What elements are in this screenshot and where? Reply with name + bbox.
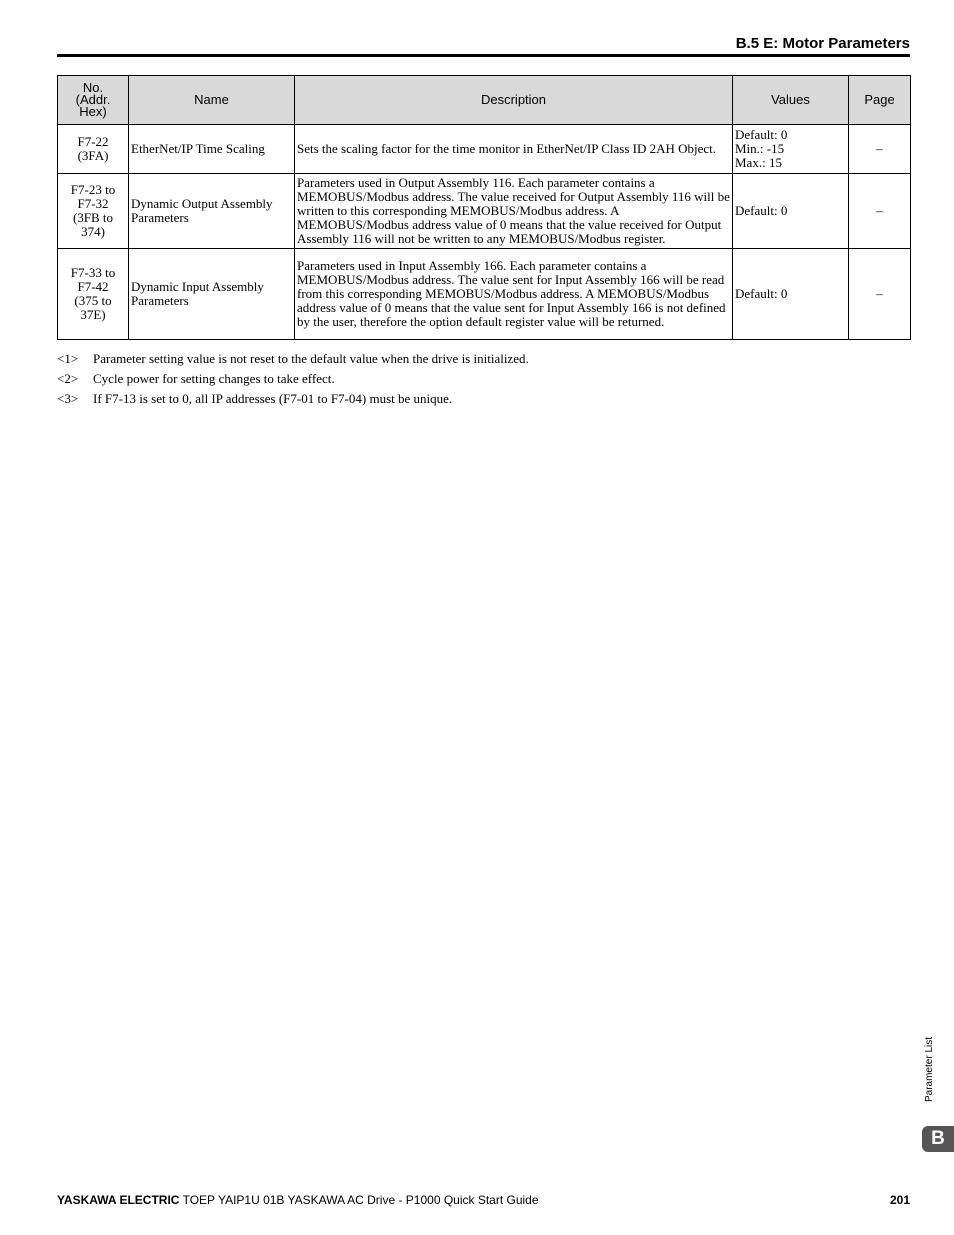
param-name: Dynamic Output Assembly Parameters [129, 174, 295, 249]
table-row [58, 249, 911, 340]
footnote-text: Parameter setting value is not reset to the default value when the drive is initialized. [93, 351, 529, 366]
param-description: Sets the scaling factor for the time monitor in EtherNet/IP Class ID 2AH Object. [295, 125, 733, 174]
param-page: – [849, 249, 911, 340]
footer-doc-info [57, 1193, 539, 1207]
footnote-text: If F7-13 is set to 0, all IP addresses (F7-01 to F7-04) must be unique. [93, 391, 453, 406]
col-header-page: Page [849, 76, 911, 125]
param-values: Default: 0 [733, 249, 849, 340]
page-footer [57, 1193, 910, 1207]
param-description: Parameters used in Input Assembly 166. Each parameter contains a MEMOBUS/Modbus address. The value sent for Input Assembly 166 will be read from this corresponding MEMOBUS/Modbus address. A MEMOBUS/Modbus address value of 0 means that the value sent for Input Assembly 166 is not defined by the user, therefore the option default register value will be returned. [295, 249, 733, 340]
param-values: Default: 0 Min.: -15 Max.: 15 [733, 125, 849, 174]
col-header-description: Description [295, 76, 733, 125]
param-number: F7-22 (3FA) [58, 125, 129, 174]
section-tab-b: B [922, 1126, 954, 1152]
param-page: – [849, 174, 911, 249]
col-header-no: No. (Addr. Hex) [58, 76, 129, 125]
param-page: – [849, 125, 911, 174]
footer-brand: YASKAWA ELECTRIC [57, 1193, 180, 1207]
footnote [57, 369, 529, 389]
param-name: Dynamic Input Assembly Parameters [129, 249, 295, 340]
table-row [58, 174, 911, 249]
param-number: F7-23 to F7-32 (3FB to 374) [58, 174, 129, 249]
page-number: 201 [889, 1193, 910, 1207]
footnote-mark: <2> [57, 371, 79, 386]
col-header-name: Name [129, 76, 295, 125]
section-title: B.5 E: Motor Parameters [735, 35, 910, 52]
footnote-text: Cycle power for setting changes to take effect. [93, 371, 335, 386]
param-name: EtherNet/IP Time Scaling [129, 125, 295, 174]
footnote-mark: <3> [57, 391, 79, 406]
side-section-label: Parameter List [924, 1036, 936, 1102]
parameter-table [57, 75, 911, 340]
footer-doc-title: TOEP YAIP1U 01B YASKAWA AC Drive - P1000 Quick Start Guide [182, 1193, 539, 1207]
param-values: Default: 0 [733, 174, 849, 249]
footnote [57, 349, 529, 369]
footnotes [57, 349, 529, 409]
footnote-mark: <1> [57, 351, 79, 366]
table-row [58, 125, 911, 174]
param-description: Parameters used in Output Assembly 116. Each parameter contains a MEMOBUS/Modbus address. The value received for Output Assembly 116 will be written to this corresponding MEMOBUS/Modbus address. A MEMOBUS/Modbus address value of 0 means that the value received for Output Assembly 116 will not be written to any MEMOBUS/Modbus register. [295, 174, 733, 249]
table-header-row [58, 76, 911, 125]
header-rule [57, 54, 910, 57]
footnote [57, 389, 529, 409]
param-number: F7-33 to F7-42 (375 to 37E) [58, 249, 129, 340]
col-header-values: Values [733, 76, 849, 125]
